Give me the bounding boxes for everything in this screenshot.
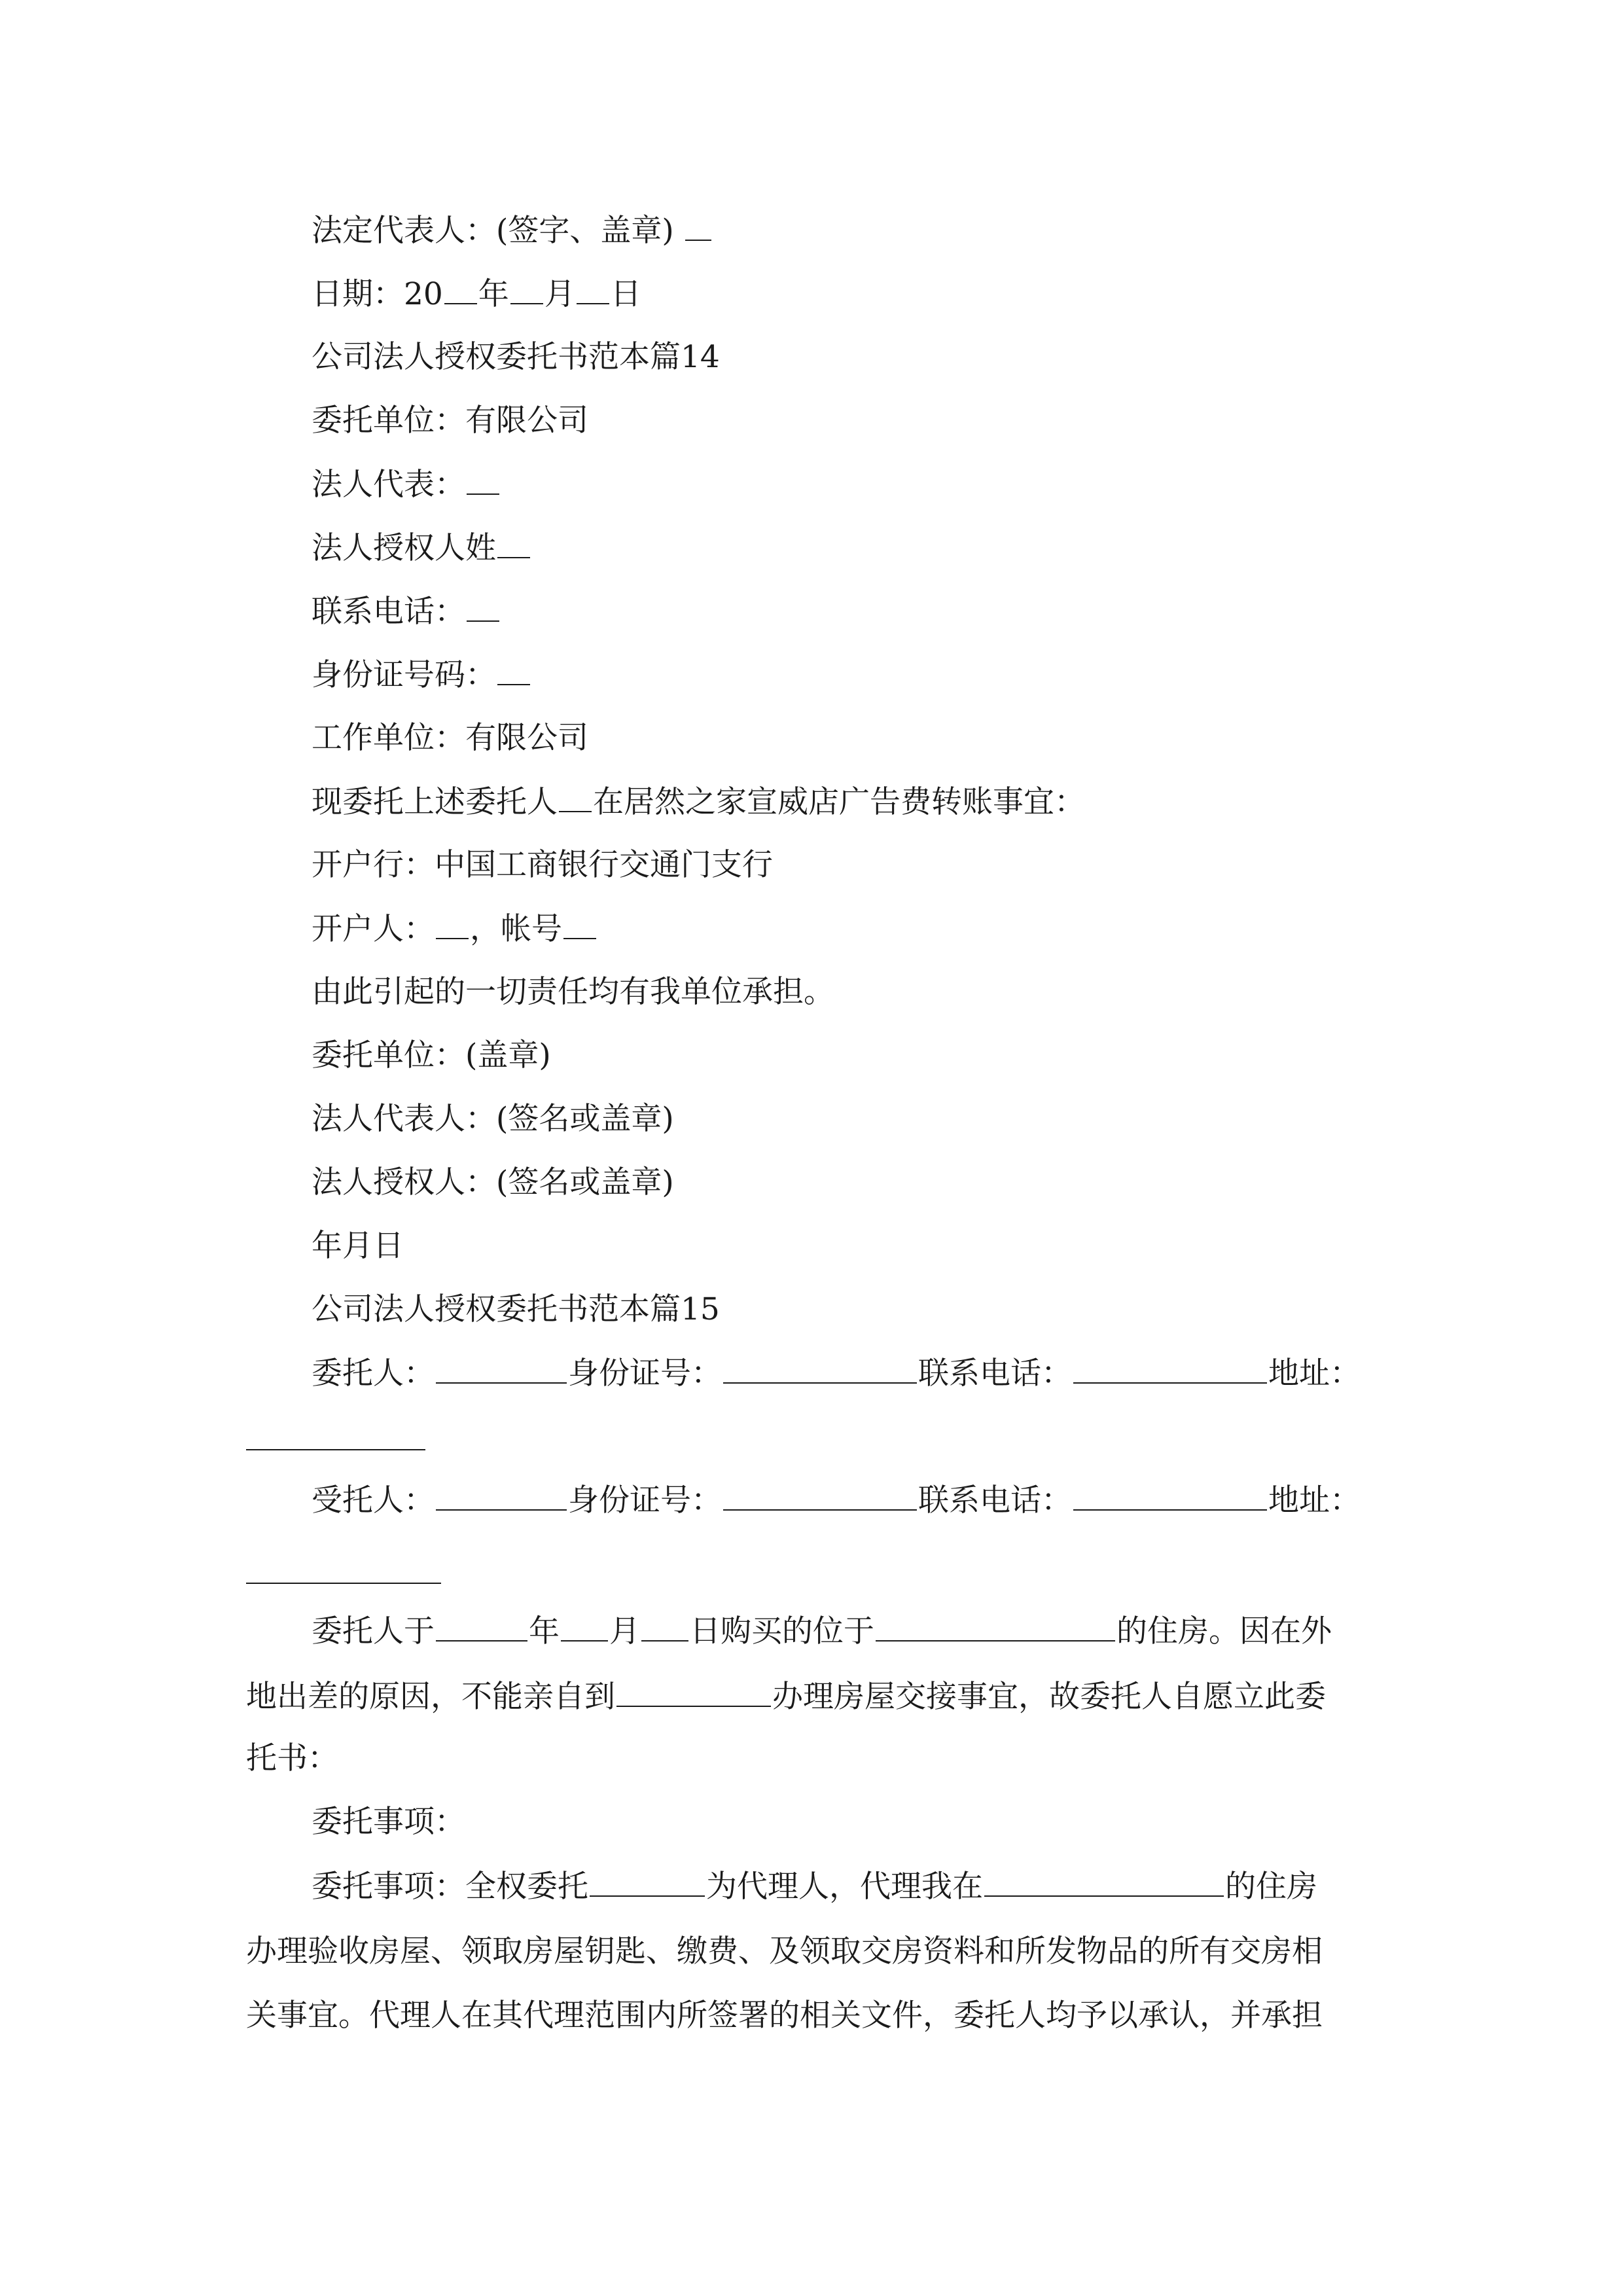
legal-rep-sign-line — [312, 211, 713, 251]
phone-label: 联系电话： — [312, 594, 465, 630]
para2-text-c: 的住房 — [1225, 1869, 1317, 1905]
para1-month: 月 — [609, 1613, 640, 1649]
para1-text-f: 地出差的原因，不能亲自到 — [246, 1679, 615, 1715]
blank — [436, 1354, 567, 1384]
work-unit-line: 工作单位：有限公司 — [312, 720, 588, 756]
id-number-line — [312, 655, 531, 695]
paragraph-1-line-3: 托书： — [246, 1740, 338, 1776]
date-year: 年 — [478, 276, 509, 312]
unit-seal-line: 委托单位：(盖章) — [312, 1037, 551, 1073]
principal-label: 委托人： — [312, 1355, 435, 1391]
entrusting-unit-line: 委托单位：有限公司 — [312, 403, 588, 439]
liability-line: 由此引起的一切责任均有我单位承担。 — [312, 974, 834, 1010]
para2-text-b: 为代理人，代理我在 — [706, 1869, 983, 1905]
blank — [559, 782, 592, 812]
para2-text-a: 委托事项：全权委托 — [312, 1869, 588, 1905]
blank — [436, 1480, 567, 1511]
paragraph-1-line-1 — [312, 1611, 1332, 1651]
principal-line — [312, 1354, 1361, 1393]
blank — [876, 1611, 1115, 1641]
bank-line: 开户行：中国工商银行交通门支行 — [312, 847, 773, 883]
blank — [497, 655, 530, 685]
blank — [723, 1354, 917, 1384]
blank — [1073, 1354, 1267, 1384]
date-day: 日 — [610, 276, 641, 312]
section-title-14: 公司法人授权委托书范本篇14 — [312, 339, 720, 375]
blank — [616, 1677, 771, 1707]
blank — [641, 1611, 688, 1641]
date-month: 月 — [544, 276, 575, 312]
paragraph-2-line-1 — [312, 1867, 1317, 1907]
agent-id-label: 身份证号： — [568, 1482, 722, 1518]
blank — [1073, 1480, 1267, 1511]
blank — [444, 274, 477, 304]
phone-line — [312, 592, 501, 632]
blank — [590, 1867, 705, 1897]
blank — [577, 274, 609, 304]
agent-address-blank — [246, 1583, 441, 1584]
date-line — [312, 274, 641, 314]
matters-heading: 委托事项： — [312, 1804, 465, 1840]
account-holder-line — [312, 909, 597, 949]
paragraph-2-line-3: 关事宜。代理人在其代理范围内所签署的相关文件，委托人均予以承认，并承担 — [246, 1998, 1323, 2034]
blank — [561, 1611, 608, 1641]
authorized-name-label: 法人授权人姓 — [312, 530, 496, 566]
blank — [436, 1611, 527, 1641]
blank — [723, 1480, 917, 1511]
blank — [685, 211, 711, 241]
blank — [467, 465, 499, 495]
principal-address-label: 地址： — [1268, 1355, 1361, 1391]
section-title-15: 公司法人授权委托书范本篇15 — [312, 1291, 720, 1327]
blank — [984, 1867, 1224, 1897]
authorized-seal-line: 法人授权人：(签名或盖章) — [312, 1164, 674, 1200]
agent-label: 受托人： — [312, 1482, 435, 1518]
entrust-text-a: 现委托上述委托人 — [312, 784, 558, 820]
legal-rep-label: 法人代表： — [312, 467, 465, 503]
legal-rep-line — [312, 465, 501, 505]
paragraph-2-line-2: 办理验收房屋、领取房屋钥匙、缴费、及领取交房资料和所发物品的所有交房相 — [246, 1933, 1323, 1969]
entrust-line — [312, 782, 1085, 822]
blank — [563, 909, 596, 939]
blank — [510, 274, 543, 304]
blank — [497, 528, 530, 558]
date-label: 日期：20 — [312, 276, 443, 312]
account-number-label: ，帐号 — [470, 911, 562, 947]
blank — [436, 909, 469, 939]
account-holder-label: 开户人： — [312, 911, 435, 947]
agent-line — [312, 1480, 1361, 1520]
id-number-label: 身份证号码： — [312, 657, 496, 693]
legal-rep-sign-text: 法定代表人：(签字、盖章) — [312, 213, 674, 249]
entrust-text-b: 在居然之家宣威店广告费转账事宜： — [593, 784, 1085, 820]
principal-id-label: 身份证号： — [568, 1355, 722, 1391]
authorized-name-line — [312, 528, 531, 568]
paragraph-1-line-2 — [246, 1677, 1326, 1717]
blank — [467, 592, 499, 622]
para1-text-g: 办理房屋交接事宜，故委托人自愿立此委 — [772, 1679, 1326, 1715]
ymd-line: 年月日 — [312, 1228, 404, 1264]
agent-phone-label: 联系电话： — [918, 1482, 1072, 1518]
agent-address-label: 地址： — [1268, 1482, 1361, 1518]
para1-text-e: 的住房。因在外 — [1116, 1613, 1332, 1649]
para1-year: 年 — [529, 1613, 560, 1649]
para1-text-a: 委托人于 — [312, 1613, 435, 1649]
principal-phone-label: 联系电话： — [918, 1355, 1072, 1391]
rep-seal-line: 法人代表人：(签名或盖章) — [312, 1101, 674, 1137]
para1-text-d: 日购买的位于 — [690, 1613, 874, 1649]
principal-address-blank — [246, 1449, 425, 1450]
